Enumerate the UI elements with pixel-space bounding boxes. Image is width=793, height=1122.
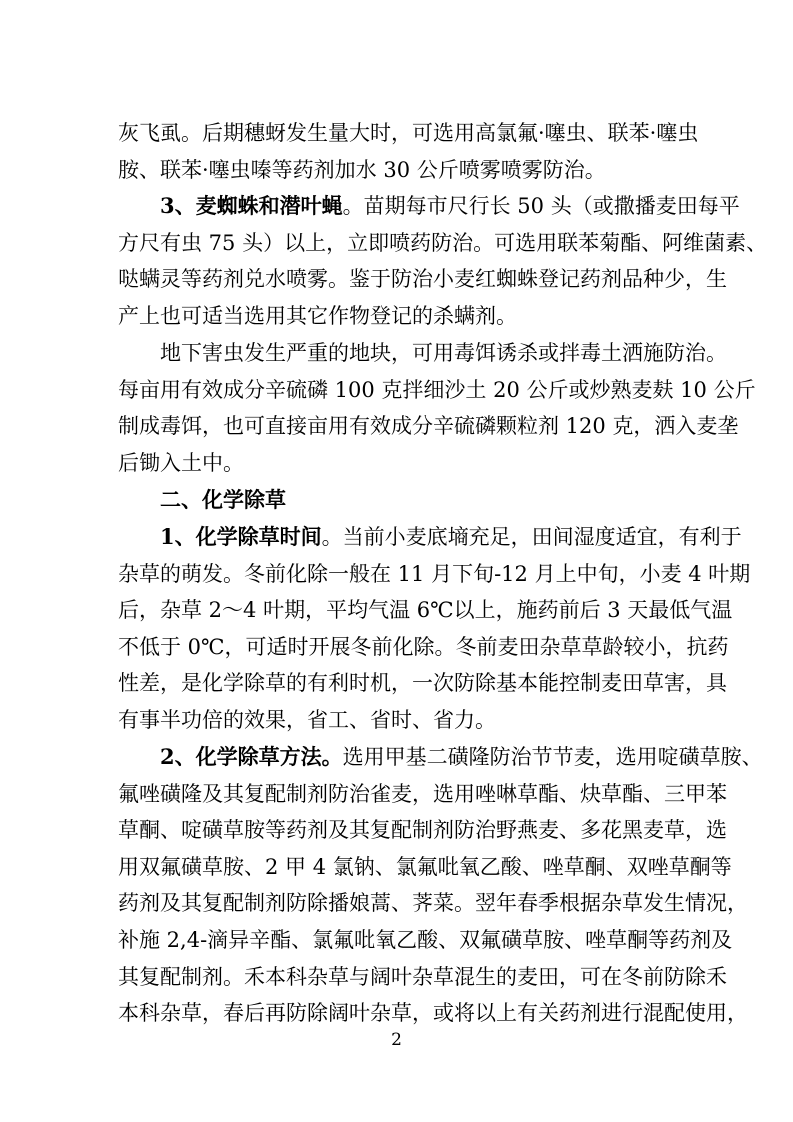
text-line: 地下害虫发生严重的地块，可用毒饵诱杀或拌毒土洒施防治。	[160, 341, 727, 365]
text-line	[118, 519, 742, 556]
text-line	[118, 739, 763, 776]
text-run: 。当前小麦底墒充足，田间湿度适宜，有利于	[321, 525, 742, 549]
text-line: 其复配制剂。禾本科杂草与阔叶杂草混生的麦田，可在冬前防除禾	[118, 964, 727, 989]
paragraph-aphid-control	[118, 115, 699, 188]
text-run: 选用甲基二磺隆防治节节麦，选用啶磺草胺、	[342, 745, 763, 769]
text-line: 后，杂草 2～4 叶期，平均气温 6℃以上，施药前后 3 天最低气温	[118, 598, 733, 623]
text-line: 产上也可适当选用其它作物登记的杀螨剂。	[118, 303, 517, 328]
text-line: 后锄入土中。	[118, 450, 244, 475]
text-line: 有事半功倍的效果，省工、省时、省力。	[118, 707, 496, 732]
text-line: 每亩用有效成分辛硫磷 100 克拌细沙土 20 公斤或炒熟麦麸 10 公斤	[118, 377, 756, 402]
paragraph-underground-pests	[118, 335, 756, 481]
text-run: 。苗期每市尺行长 50 头（或撒播麦田每平	[342, 194, 740, 218]
text-line: 哒螨灵等药剂兑水喷雾。鉴于防治小麦红蜘蛛登记药剂品种少，生	[118, 267, 727, 292]
text-line: 本科杂草，春后再防除阔叶杂草，或将以上有关药剂进行混配使用，	[118, 1001, 748, 1026]
text-line: 药剂及其复配制剂防除播娘蒿、荠菜。翌年春季根据杂草发生情况，	[118, 891, 748, 916]
text-line: 补施 2,4-滴异辛酯、氯氟吡氧乙酸、双氟磺草胺、唑草酮等药剂及	[118, 927, 733, 952]
text-line: 方尺有虫 75 头）以上，立即喷药防治。可选用联苯菊酯、阿维菌素、	[118, 230, 768, 255]
text-line: 胺、联苯·噻虫嗪等药剂加水 30 公斤喷雾喷雾防治。	[118, 157, 606, 182]
paragraph-weeding-time	[118, 519, 751, 739]
text-line: 氟唑磺隆及其复配制剂防治雀麦，选用唑啉草酯、炔草酯、三甲苯	[118, 781, 727, 806]
text-line	[118, 188, 740, 225]
subheading-weeding-method: 2、化学除草方法。	[160, 744, 343, 769]
text-line: 草酮、啶磺草胺等药剂及其复配制剂防治野燕麦、多花黑麦草，选	[118, 818, 727, 843]
section-heading-chemical-weeding: 二、化学除草	[160, 487, 286, 512]
paragraph-weeding-method	[118, 739, 763, 1032]
subheading-weeding-time: 1、化学除草时间	[160, 524, 322, 549]
paragraph-mites-leafminer	[118, 188, 768, 334]
text-line: 性差，是化学除草的有利时机，一次防除基本能控制麦田草害，具	[118, 671, 727, 696]
text-line: 杂草的萌发。冬前化除一般在 11 月下旬-12 月上中旬，小麦 4 叶期	[118, 561, 751, 586]
text-line: 用双氟磺草胺、2 甲 4 氯钠、氯氟吡氧乙酸、唑草酮、双唑草酮等	[118, 854, 732, 879]
subheading-mites-leafminer: 3、麦蜘蛛和潜叶蝇	[160, 193, 343, 218]
text-line: 不低于 0℃，可适时开展冬前化除。冬前麦田杂草草龄较小，抗药	[118, 634, 729, 659]
text-line: 制成毒饵，也可直接亩用有效成分辛硫磷颗粒剂 120 克，洒入麦垄	[118, 414, 739, 439]
page-number: 2	[391, 1030, 402, 1050]
text-line: 灰飞虱。后期穗蚜发生量大时，可选用高氯氟·噻虫、联苯·噻虫	[118, 121, 699, 145]
